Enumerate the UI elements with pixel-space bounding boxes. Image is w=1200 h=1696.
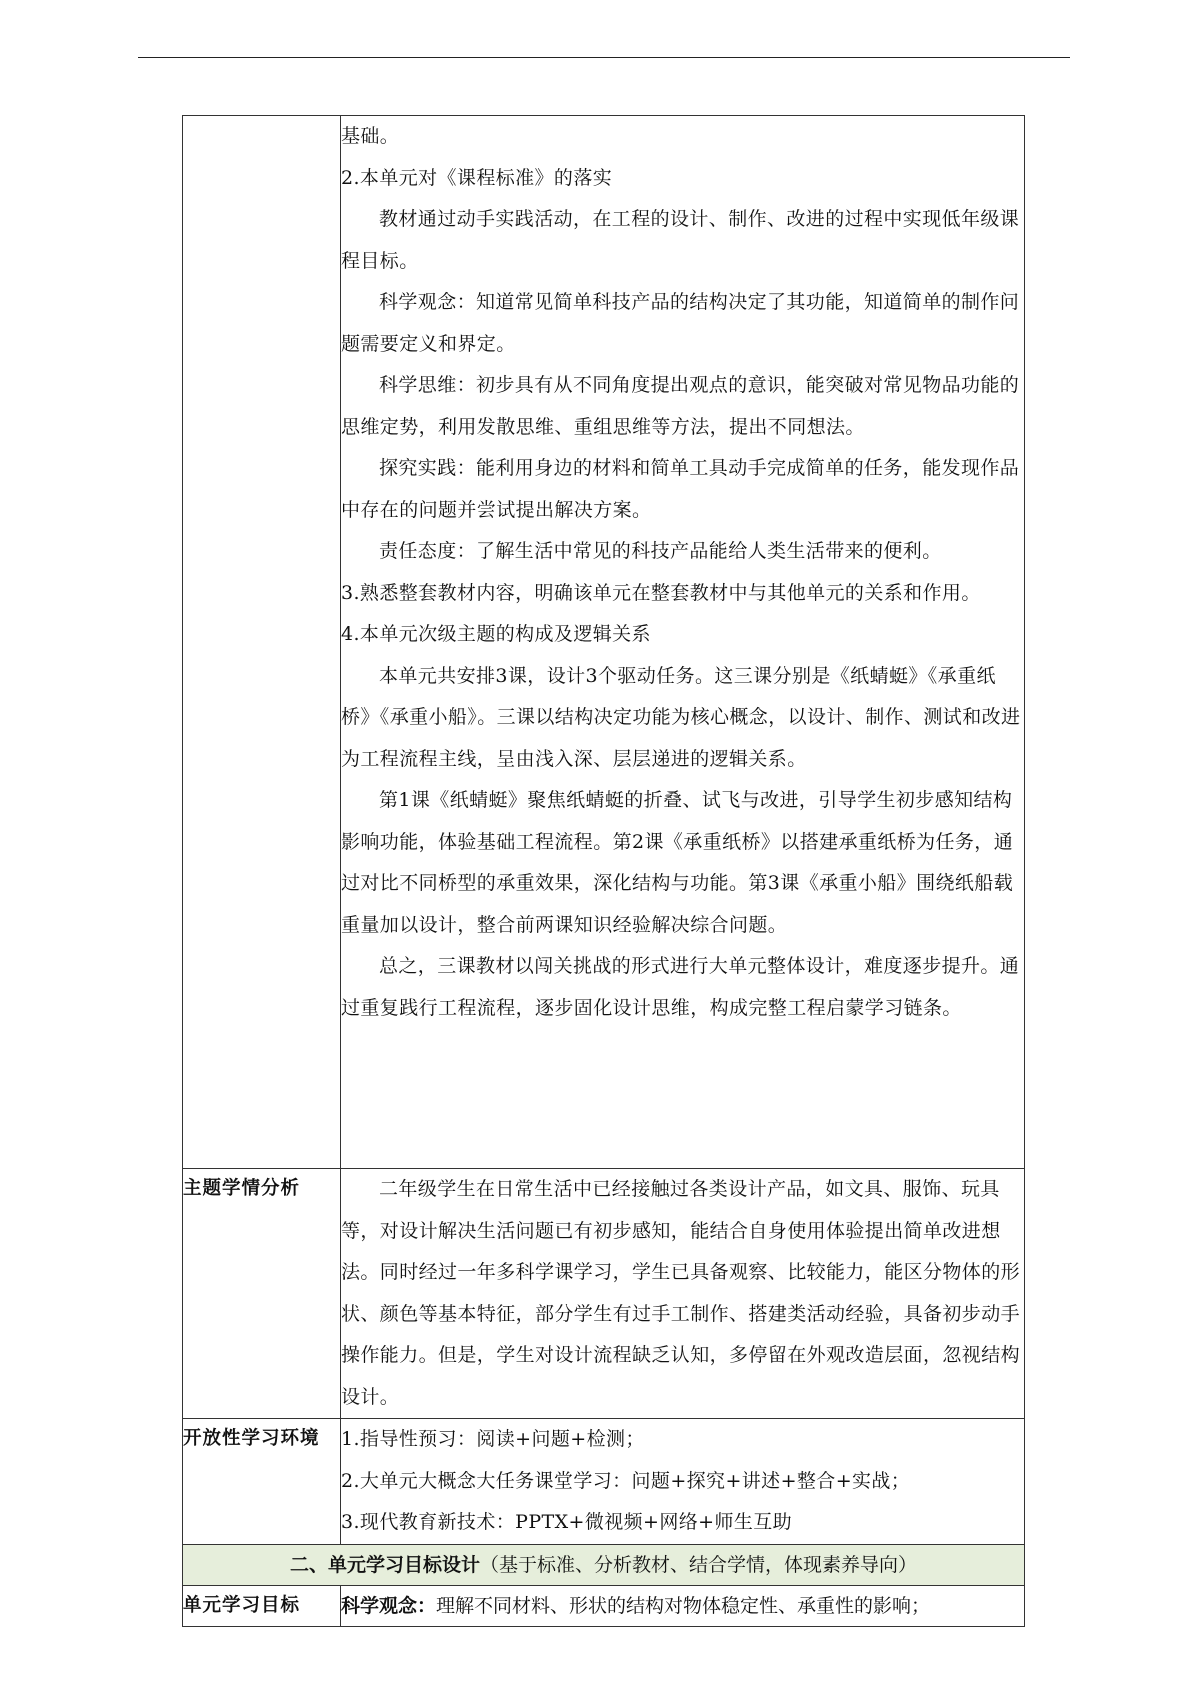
- row-label: 单元学习目标: [183, 1586, 341, 1627]
- paragraph: 二年级学生在日常生活中已经接触过各类设计产品，如文具、服饰、玩具等，对设计解决生活问题已有初步感知，能结合自身使用体验提出简单改进想法。同时经过一年多科学课学习，学生已具备观察、比较能力，能区分物体的形状、颜色等基本特征，部分学生有过手工制作、搭建类活动经验，具备初步动手操作能力。但是，学生对设计流程缺乏认知，多停留在外观改造层面，忽视结构设计。: [341, 1178, 1021, 1408]
- row-label: 主题学情分析: [183, 1169, 341, 1419]
- learner-analysis-cell: [341, 1169, 1025, 1419]
- section-title: 二、单元学习目标设计: [289, 1554, 480, 1576]
- table-row: [183, 116, 1025, 1169]
- list-item: 2.大单元大概念大任务课堂学习：问题+探究+讲述+整合+实战；: [341, 1469, 911, 1492]
- heading-subtopics: 4.本单元次级主题的构成及逻辑关系: [341, 623, 651, 645]
- paragraph: 本单元共安排3课，设计3个驱动任务。这三课分别是《纸蜻蜓》《承重纸桥》《承重小船》。三课以结构决定功能为核心概念，以设计、制作、测试和改进为工程流程主线，呈由浅入深、层层递进的逻辑关系。: [341, 664, 1021, 770]
- paragraph: 探究实践：能利用身边的材料和简单工具动手完成简单的任务，能发现作品中存在的问题并尝试提出解决方案。: [341, 457, 1020, 521]
- paragraph: 科学观念：知道常见简单科技产品的结构决定了其功能，知道简单的制作问题需要定义和界定。: [341, 291, 1020, 355]
- row-label-empty: [183, 116, 341, 1169]
- paragraph: 总之，三课教材以闯关挑战的形式进行大单元整体设计，难度逐步提升。通过重复践行工程流程，逐步固化设计思维，构成完整工程启蒙学习链条。: [341, 955, 1020, 1019]
- list-item: 1.指导性预习：阅读+问题+检测；: [341, 1428, 645, 1450]
- header-rule: [138, 57, 1070, 58]
- section-header: [183, 1545, 1025, 1586]
- table-row: [183, 1419, 1025, 1545]
- heading-standards: 2.本单元对《课程标准》的落实: [341, 166, 613, 189]
- paragraph: 责任态度：了解生活中常见的科技产品能给人类生活带来的便利。: [379, 540, 942, 562]
- section-header-row: [183, 1545, 1025, 1586]
- paragraph: 第1课《纸蜻蜓》聚焦纸蜻蜓的折叠、试飞与改进，引导学生初步感知结构影响功能，体验基础工程流程。第2课《承重纸桥》以搭建承重纸桥为任务，通过对比不同桥型的承重效果，深化结构与功能。第3课《承重小船》围绕纸船载重量加以设计，整合前两课知识经验解决综合问题。: [341, 789, 1014, 936]
- goal-text: 理解不同材料、形状的结构对物体稳定性、承重性的影响；: [436, 1595, 931, 1617]
- paragraph: 教材通过动手实践活动，在工程的设计、制作、改进的过程中实现低年级课程目标。: [341, 208, 1020, 272]
- paragraph: 基础。: [341, 125, 400, 147]
- paragraph: 科学思维：初步具有从不同角度提出观点的意识，能突破对常见物品功能的思维定势，利用发散思维、重组思维等方法，提出不同想法。: [341, 374, 1020, 438]
- unit-analysis-cell: [341, 116, 1025, 1169]
- table-row: [183, 1586, 1025, 1627]
- heading-textbook: 3.熟悉整套教材内容，明确该单元在整套教材中与其他单元的关系和作用。: [341, 581, 981, 604]
- unit-design-table: [182, 115, 1025, 1627]
- goal-lead: 科学观念：: [341, 1595, 437, 1617]
- table-row: [183, 1169, 1025, 1419]
- open-environment-cell: [341, 1419, 1025, 1545]
- unit-goals-cell: [341, 1586, 1025, 1627]
- list-item: 3.现代教育新技术：PPTX+微视频+网络+师生互助: [341, 1511, 793, 1533]
- section-note: （基于标准、分析教材、结合学情，体现素养导向）: [480, 1554, 918, 1576]
- row-label: 开放性学习环境: [183, 1419, 341, 1545]
